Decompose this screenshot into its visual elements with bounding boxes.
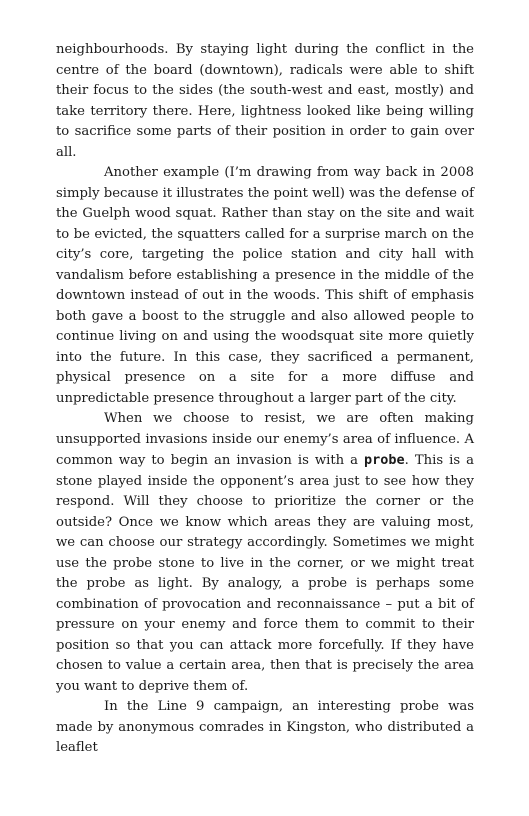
term-probe: probe bbox=[364, 452, 405, 468]
document-page bbox=[56, 40, 474, 759]
paragraph-1: neighbourhoods. By staying light during the conflict in the centre of the board (downtown), radicals were able to shift their focus to the sides (the south-west and east, mostly) and take territory there. Here, lightness looked like being willing to sacrifice some parts of their position in order to gain over all. bbox=[56, 42, 474, 160]
paragraph-2: Another example (I’m drawing from way back in 2008 simply because it illustrates the point well) was the defense of the Guelph wood squat. Rather than stay on the site and wait to be evicted, the squatters called for a surprise march on the city’s core, targeting the police station and city hall with vandalism before establishing a presence in the middle of the downtown instead of out in the woods. This shift of emphasis both gave a boost to the struggle and also allowed people to continue living on and using the woodsquat site more quietly into the future. In this case, they sacrificed a permanent, physical presence on a site for a more diffuse and unpredictable presence throughout a larger part of the city. bbox=[56, 165, 474, 406]
paragraph-3-before: When we choose to resist, we are often making unsupported invasions inside our enemy’s area of influence. A common way to begin an invasion is with a bbox=[56, 411, 474, 468]
paragraph-3 bbox=[56, 409, 474, 697]
paragraph-4: In the Line 9 campaign, an interesting probe was made by anonymous comrades in Kingston, who distributed a leaflet bbox=[56, 699, 474, 755]
paragraph-3-after: . This is a stone played inside the opponent’s area just to see how they respond. Will they choose to prioritize the corner or the outside? Once we know which areas they are valuing most, we can choose our strategy accordingly. Sometimes we might use the probe stone to live in the corner, or we might treat the probe as light. By analogy, a probe is perhaps some combination of provocation and reconnaissance – put a bit of pressure on your enemy and force them to commit to their position so that you can attack more forcefully. If they have chosen to value a certain area, then that is precisely the area you want to deprive them of. bbox=[56, 453, 474, 694]
